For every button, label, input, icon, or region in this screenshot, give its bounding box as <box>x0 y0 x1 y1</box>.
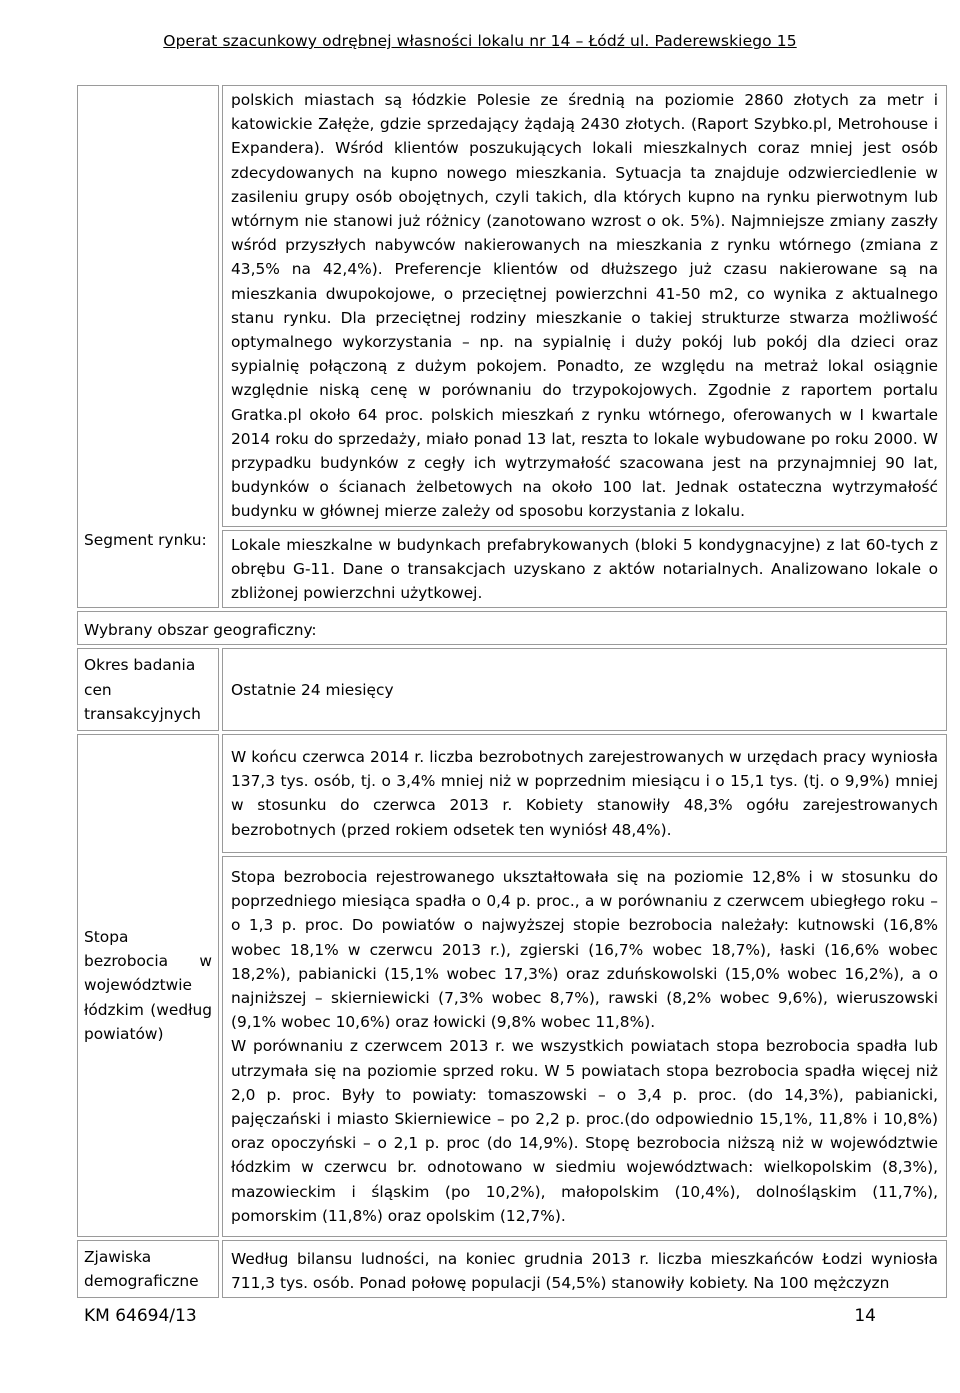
period-value-cell <box>222 648 947 731</box>
unemployment-label-cell <box>77 734 219 1237</box>
unemployment-p1-cell <box>222 734 947 853</box>
unemployment-p2-cell <box>222 856 947 1237</box>
page-number: 14 <box>854 1306 876 1326</box>
market-text-cell <box>222 85 947 527</box>
footer-reference: KM 64694/13 <box>84 1306 197 1326</box>
period-label: Okres badania cen transakcyjnych <box>84 656 201 723</box>
demography-label-cell <box>77 1240 219 1298</box>
segment-label-cell <box>77 85 219 608</box>
spacer <box>84 86 212 528</box>
unemployment-paragraph-1: W końcu czerwca 2014 r. liczba bezrobotnych zarejestrowanych w urzędach pracy wyniosła 137,3 tys. osób, tj. o 3,4% mniej niż w poprzednim miesiącu i o 15,1 tys. (tj. o 9,9%) mniej w stosunku do czerwca 2013 r. Kobiety stanowiły 48,3% ogółu zarejestrowanych bezrobotnych (przed rokiem odsetek ten wyniósł 48,4%). <box>231 748 938 839</box>
area-cell <box>77 611 947 645</box>
document-header: Operat szacunkowy odrębnej własności lokalu nr 14 – Łódź ul. Paderewskiego 15 <box>163 32 797 50</box>
demography-label: Zjawiska demograficzne <box>84 1247 199 1291</box>
table-row <box>77 648 947 731</box>
segment-text: Lokale mieszkalne w budynkach prefabrykowanych (bloki 5 kondygnacyjne) z lat 60-tych z obrębu G-11. Dane o transakcjach uzyskano z aktów notarialnych. Analizowano lokale o zbliżonej powierzchni użytkowej. <box>231 535 938 603</box>
segment-label: Segment rynku: <box>84 531 207 549</box>
table-row <box>77 1240 947 1298</box>
table-row <box>77 611 947 645</box>
demography-text: Według bilansu ludności, na koniec grudnia 2013 r. liczba mieszkańców Łodzi wyniosła 711,3 tys. osób. Ponad połowę populacji (54,5%) stanowiły kobiety. Na 100 mężczyzn <box>231 1249 938 1293</box>
market-text: polskich miastach są łódzkie Polesie ze średnią na poziomie 2860 złotych za metr i katowickie Załęże, gdzie sprzedający żądają 2430 złotych. (Raport Szybko.pl, Metrohouse i Expandera). Wśród klientów poszukujących lokali mieszkalnych coraz mniej jest osób zdecydowanych na kupno nowego mieszkania. Sytuacja ta znajduje odzwierciedlenie w zasileniu grupy osób obojętnych, czyli takich, dla których kupno na rynku pierwotnym lub wtórnym nie stanowi już różnicy (zanotowano wzrost o ok. 5%). Najmniejsze zmiany zaszły wśród przyszłych nabywców nakierowanych na mieszkania z rynku wtórnego (zmiana z 43,5% na 42,4%). Preferencje klientów od dłuższego już czasu nakierowane są na mieszkania dwupokojowe, o przeciętnej powierzchni 41-50 m2, co wynika z aktualnego stanu rynku. Dla przeciętnej rodziny mieszkanie o takiej strukturze stwarza możliwość optymalnego wykorzystania – np. na sypialnię i duży pokój lub pokój dla dzieci oraz sypialnię połączoną z dużym pokojem. Ponadto, ze względu na metraż lokal osiągnie względnie niską cenę w porównaniu do trzypokojowych. Zgodnie z raportem portalu Gratka.pl około 64 proc. polskich mieszkań z rynku wtórnego, oferowanych w I kwartale 2014 roku do sprzedaży, miało ponad 13 lat, reszta to lokale wybudowane po roku 2000. W przypadku budynków z cegły ich wytrzymałość szacowana jest na przynajmniej 90 lat, budynków o ścianach żelbetowych na około 100 lat. Jednak ostateczna wytrzymałość budynku w głównej mierze zależy od sposobu korzystania z lokalu. <box>231 91 938 521</box>
data-table <box>74 82 950 1301</box>
unemployment-paragraph-3: W porównaniu z czerwcem 2013 r. we wszystkich powiatach stopa bezrobocia spadła lub utrzymała się na poziomie sprzed roku. W 5 powiatach stopa bezrobocia spadła więcej niż 2,0 p. proc. Były to powiaty: tomaszowski – o 3,4 p. proc. (do 14,3%), pabianicki, pajęczański i miasto Skierniewice – po 2,2 p. proc.(do odpowiednio 15,1%, 11,8% i 10,8%) oraz opoczyński – o 2,1 p. proc (do 14,9%). Stopę bezrobocia niższą niż w województwie łódzkim w czerwcu br. odnotowano w siedmiu województwach: wielkopolskim (8,3%), mazowieckim i śląskim (po 10,2%), małopolskim (10,4%), dolnośląskim (11,7%), pomorskim (11,8%) oraz opolskim (12,7%). <box>231 1037 938 1225</box>
unemployment-paragraph-2: Stopa bezrobocia rejestrowanego ukształtowała się na poziomie 12,8% i w stosunku do poprzedniego miesiąca spadła o 0,4 p. proc., a w porównaniu z czerwcem ubiegłego roku – o 1,3 p. proc. Do powiatów o najwyższej stopie bezrobocia należały: kutnowski (16,8% wobec 18,1% w czerwcu 2013 r.), zgierski (16,7% wobec 18,7%), łaski (16,6% wobec 18,2%), pabianicki (15,1% wobec 17,3%) oraz zduńskowolski (15,0% wobec 16,2%), a o najniższej – skierniewicki (7,3% wobec 8,7%), rawski (8,2% wobec 9,6%), wieruszowski (9,1% wobec 10,6%) oraz łowicki (9,8% wobec 11,8%). <box>231 867 938 1032</box>
segment-text-cell <box>222 530 947 609</box>
period-value: Ostatnie 24 miesięcy <box>231 680 394 699</box>
page-footer <box>84 1306 876 1326</box>
unemployment-label: Stopa bezrobocia w województwie łódzkim (według powiatów) <box>84 928 212 1043</box>
demography-text-cell <box>222 1240 947 1298</box>
table-row <box>77 734 947 853</box>
table-row <box>77 85 947 527</box>
area-label: Wybrany obszar geograficzny: <box>84 621 317 640</box>
period-label-cell <box>77 648 219 731</box>
